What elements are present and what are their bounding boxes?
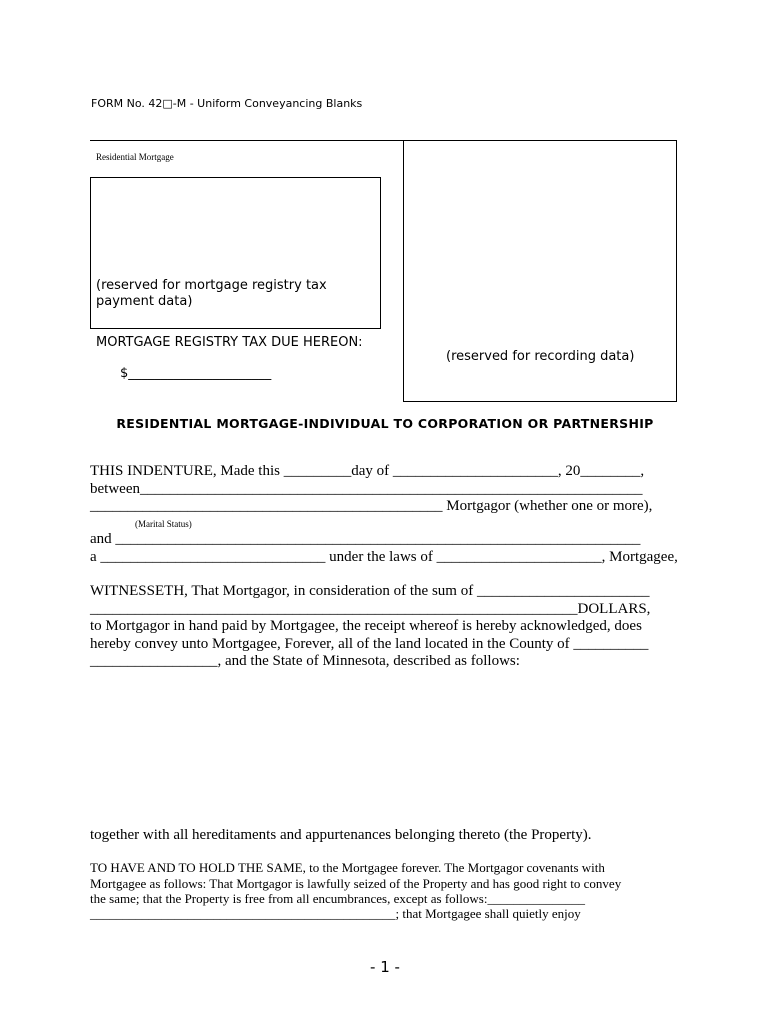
tax-due-label: MORTGAGE REGISTRY TAX DUE HEREON: [96,335,363,350]
receipt-line: to Mortgagor in hand paid by Mortgagee, the receipt whereof is hereby acknowledged, does [90,618,642,634]
page-number: - 1 - [370,958,400,976]
marital-status-label: (Marital Status) [135,519,192,529]
hereditaments-line: together with all hereditaments and appurtenances belonging thereto (the Property). [90,827,592,843]
dollars-line: _________________________________________________________________DOLLARS, [90,601,651,617]
witnesseth-line: WITNESSETH, That Mortgagor, in consideration of the sum of _______________________ [90,583,650,599]
top-rule [90,140,404,141]
mortgagee-line: a ______________________________ under the laws of ______________________, Mortgagee, [90,549,678,565]
recording-data-text: (reserved for recording data) [446,349,635,364]
state-line: _________________, and the State of Minnesota, described as follows: [90,653,520,669]
mortgagor-line: _______________________________________________ Mortgagor (whether one or more), [90,498,653,514]
and-line: and ______________________________________________________________________ [90,531,641,547]
convey-line: hereby convey unto Mortgagee, Forever, all of the land located in the County of __________ [90,636,649,652]
indenture-line: THIS INDENTURE, Made this _________day of ______________________, 20________, [90,463,645,479]
tax-due-amount: $______________________ [120,366,272,381]
habendum-line-4: _______________________________________________; that Mortgagee shall quietly enjoy [90,906,581,921]
between-line: between___________________________________________________________________ [90,481,643,497]
document-title: RESIDENTIAL MORTGAGE-INDIVIDUAL TO CORPORATION OR PARTNERSHIP [116,416,654,431]
habendum-line-1: TO HAVE AND TO HOLD THE SAME, to the Mortgagee forever. The Mortgagor covenants with [90,860,605,875]
habendum-line-2: Mortgagee as follows: That Mortgagor is lawfully seized of the Property and has good right to convey [90,876,622,891]
tax-box-text: (reserved for mortgage registry tax payment data) [96,278,327,309]
tax-data-box [90,177,381,329]
form-number: FORM No. 42□-M - Uniform Conveyancing Blanks [91,97,363,110]
residential-mortgage-label: Residential Mortgage [96,152,174,162]
habendum-line-3: the same; that the Property is free from all encumbrances, except as follows:_______________ [90,891,585,906]
